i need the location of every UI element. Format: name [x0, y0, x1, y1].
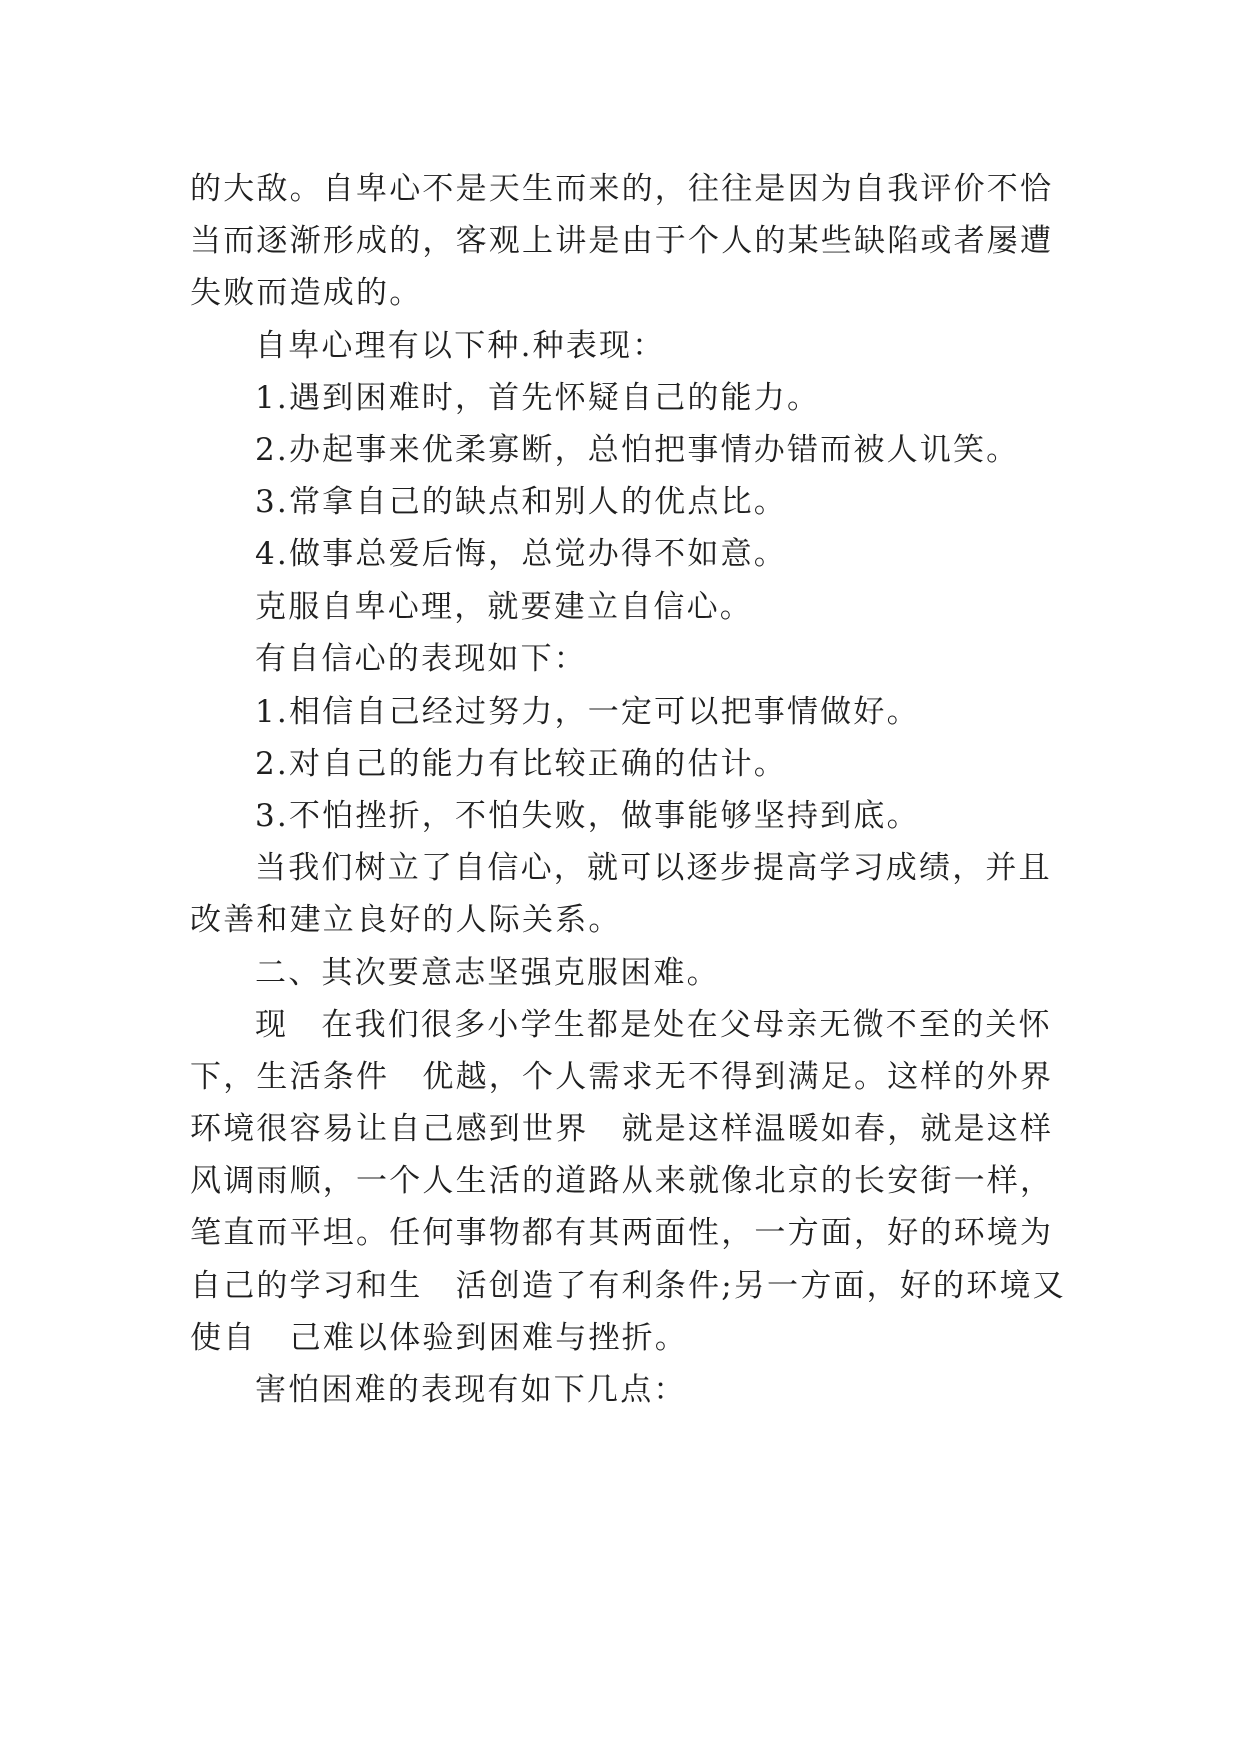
text-line: 当而逐渐形成的，客观上讲是由于个人的某些缺陷或者屡遭 — [190, 223, 1054, 259]
text-line: 1.遇到困难时，首先怀疑自己的能力。 — [255, 380, 821, 416]
text-line: 二、其次要意志坚强克服困难。 — [255, 955, 720, 991]
text-line: 3.不怕挫折，不怕失败，做事能够坚持到底。 — [255, 798, 920, 834]
text-line: 使自 己难以体验到困难与挫折。 — [190, 1320, 688, 1356]
text-line: 环境很容易让自己感到世界 就是这样温暖如春，就是这样 — [190, 1111, 1054, 1147]
text-line: 改善和建立良好的人际关系。 — [190, 902, 622, 938]
text-line: 失败而造成的。 — [190, 275, 423, 311]
text-line: 现 在我们很多小学生都是处在父母亲无微不至的关怀 — [255, 1007, 1052, 1043]
text-line: 2.对自己的能力有比较正确的估计。 — [255, 746, 787, 782]
text-line: 自己的学习和生 活创造了有利条件;另一方面，好的环境又 — [190, 1268, 1066, 1304]
text-line: 害怕困难的表现有如下几点： — [255, 1372, 687, 1408]
text-line: 自卑心理有以下种.种表现： — [255, 328, 666, 364]
text-line: 2.办起事来优柔寡断，总怕把事情办错而被人讥笑。 — [255, 432, 1020, 468]
text-line: 当我们树立了自信心，就可以逐步提高学习成绩，并且 — [255, 850, 1052, 886]
text-line: 笔直而平坦。任何事物都有其两面性，一方面，好的环境为 — [190, 1215, 1054, 1251]
text-line: 有自信心的表现如下： — [255, 641, 587, 677]
text-line: 的大敌。自卑心不是天生而来的，往往是因为自我评价不恰 — [190, 171, 1054, 207]
text-line: 下，生活条件 优越，个人需求无不得到满足。这样的外界 — [190, 1059, 1054, 1095]
text-line: 克服自卑心理，就要建立自信心。 — [255, 589, 753, 625]
text-line: 1.相信自己经过努力，一定可以把事情做好。 — [255, 694, 920, 730]
text-line: 风调雨顺，一个人生活的道路从来就像北京的长安街一样， — [190, 1163, 1054, 1199]
text-line: 3.常拿自己的缺点和别人的优点比。 — [255, 484, 787, 520]
text-line: 4.做事总爱后悔，总觉办得不如意。 — [255, 536, 787, 572]
